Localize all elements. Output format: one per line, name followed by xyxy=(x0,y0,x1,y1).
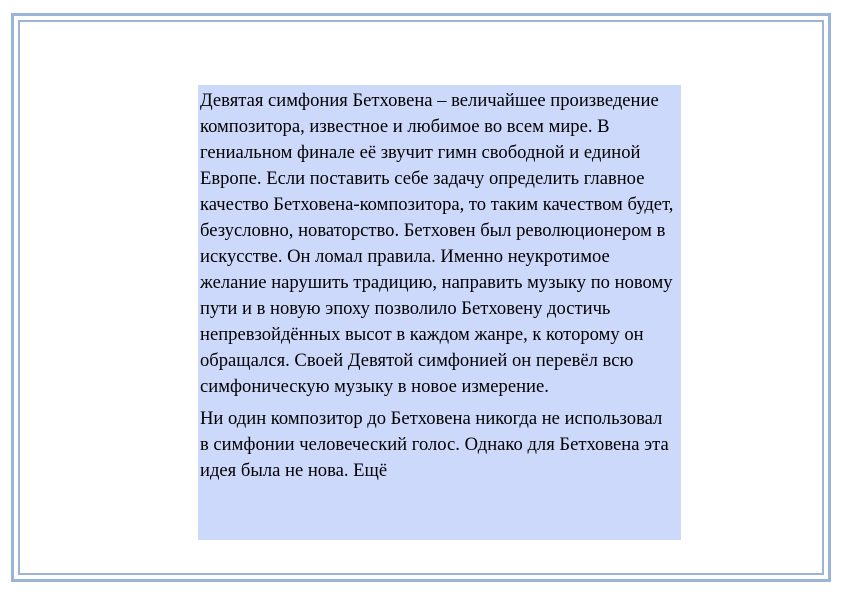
paragraph-1: Девятая симфония Бетховена – величайшее произведение композитора, известное и любимое во всем мире. В гениальном финале её звучит гимн свободной и единой Европе. Если поставить себе задачу определить главное качество Бетховена-композитора, то таким качеством будет, безусловно, новаторство. Бетховен был революционером в искусстве. Он ломал правила. Именно неукротимое желание нарушить традицию, направить музыку по новому пути и в новую эпоху позволило Бетховену достичь непревзойдённых высот в каждом жанре, к которому он обращался. Своей Девятой симфонией он перевёл всю симфоническую музыку в новое измерение. xyxy=(200,90,674,397)
text-box xyxy=(198,85,681,540)
paragraph-2: Ни один композитор до Бетховена никогда не использовал в симфонии человеческий голос. Однако для Бетховена эта идея была не нова. Ещё xyxy=(200,408,669,481)
